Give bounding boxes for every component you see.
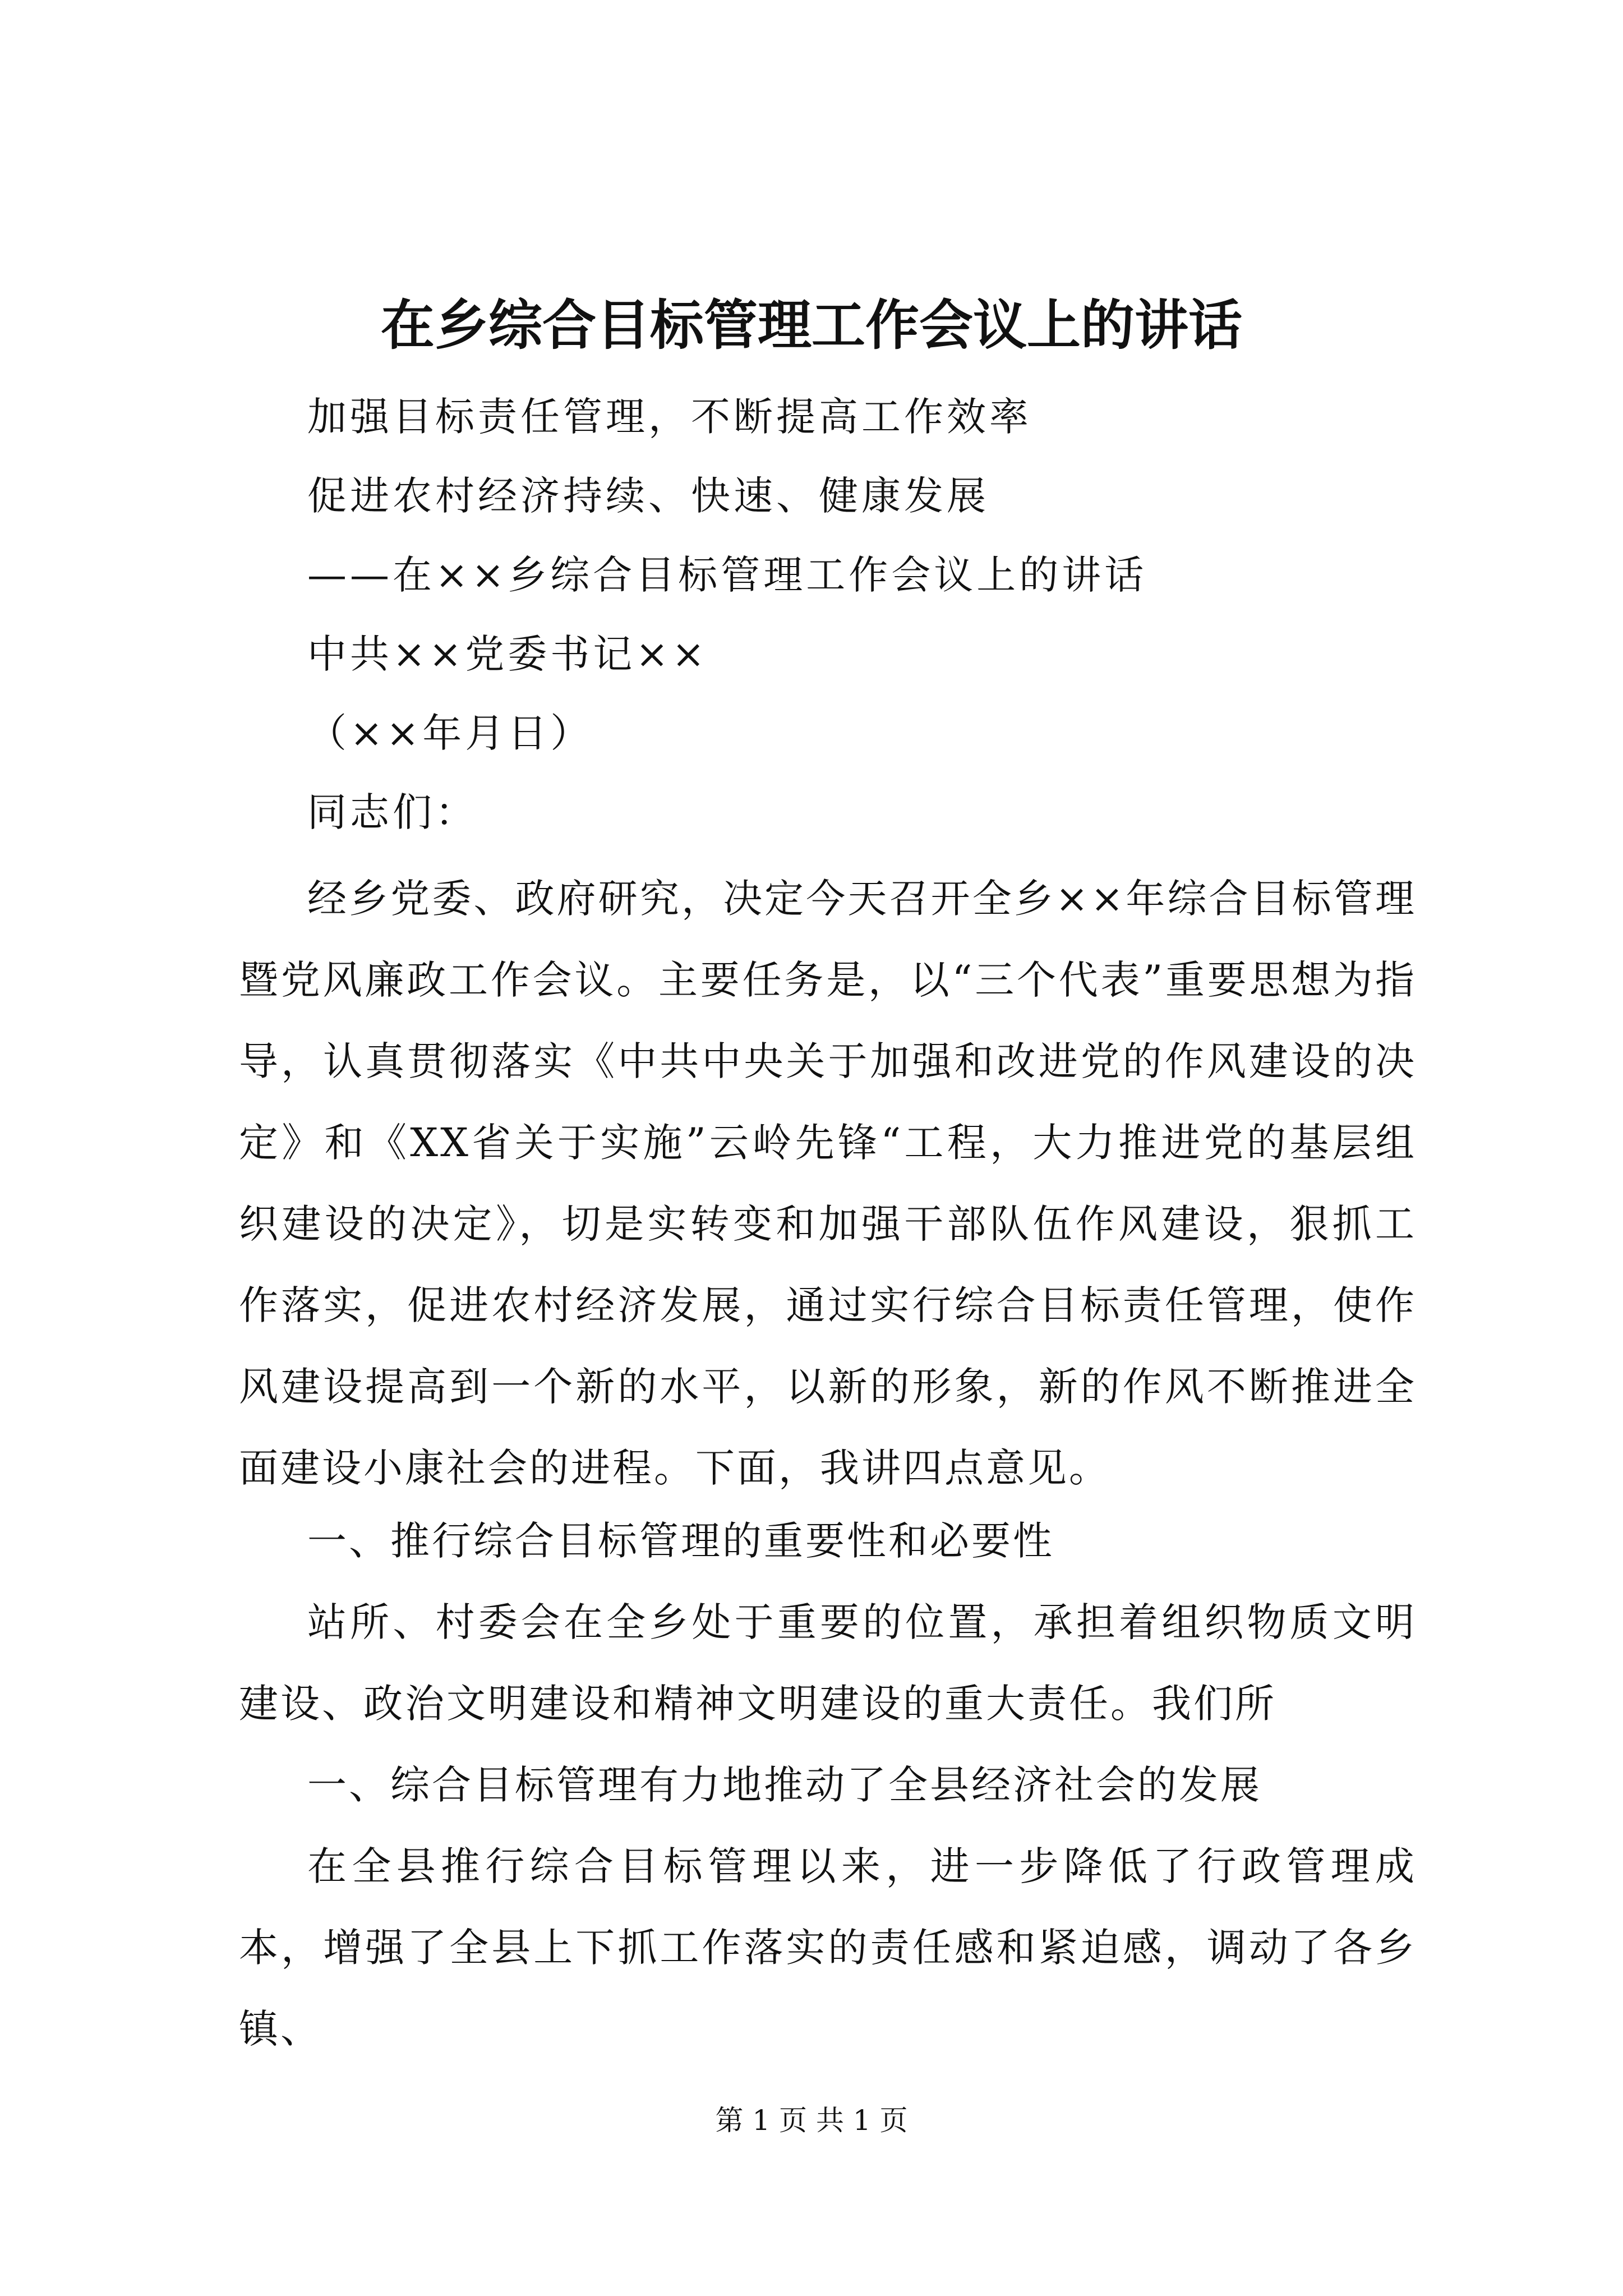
- salutation: 同志们：: [307, 789, 478, 835]
- body-paragraph: 经乡党委、政府研究，决定今天召开全乡××年综合目标管理暨党风廉政工作会议。主要任务是，以“三个代表”重要思想为指导，认真贯彻落实《中共中央关于加强和改进党的作风建设的决定》和《XX省关于实施”云岭先锋“工程，大力推进党的基层组织建设的决定》，切是实转变和加强干部队伍作风建设，狠抓工作落实，促进农村经济发展，通过实行综合目标责任管理，使作风建设提高到一个新的水平，以新的形象，新的作风不断推进全面建设小康社会的进程。下面，我讲四点意见。: [239, 876, 1417, 1491]
- section-heading: 一、推行综合目标管理的重要性和必要性: [307, 1518, 1054, 1564]
- body-paragraph: 站所、村委会在全乡处于重要的位置，承担着组织物质文明建设、政治文明建设和精神文明建设的重大责任。我们所: [239, 1599, 1417, 1727]
- body-paragraph: 在全县推行综合目标管理以来，进一步降低了行政管理成本，增强了全县上下抓工作落实的责任感和紧迫感，调动了各乡镇、: [239, 1843, 1417, 2052]
- document-title: 在乡综合目标管理工作会议上的讲话: [381, 293, 1242, 357]
- section-heading: 一、综合目标管理有力地推动了全县经济社会的发展: [307, 1762, 1262, 1808]
- subtitle-line: ——在××乡综合目标管理工作会议上的讲话: [307, 552, 1147, 598]
- date-line: （××年月日）: [307, 710, 593, 756]
- author-line: 中共××党委书记××: [307, 631, 708, 677]
- page-footer: 第 1 页 共 1 页: [715, 2104, 908, 2137]
- subtitle-line: 加强目标责任管理，不断提高工作效率: [307, 394, 1032, 440]
- subtitle-line: 促进农村经济持续、快速、健康发展: [307, 473, 989, 519]
